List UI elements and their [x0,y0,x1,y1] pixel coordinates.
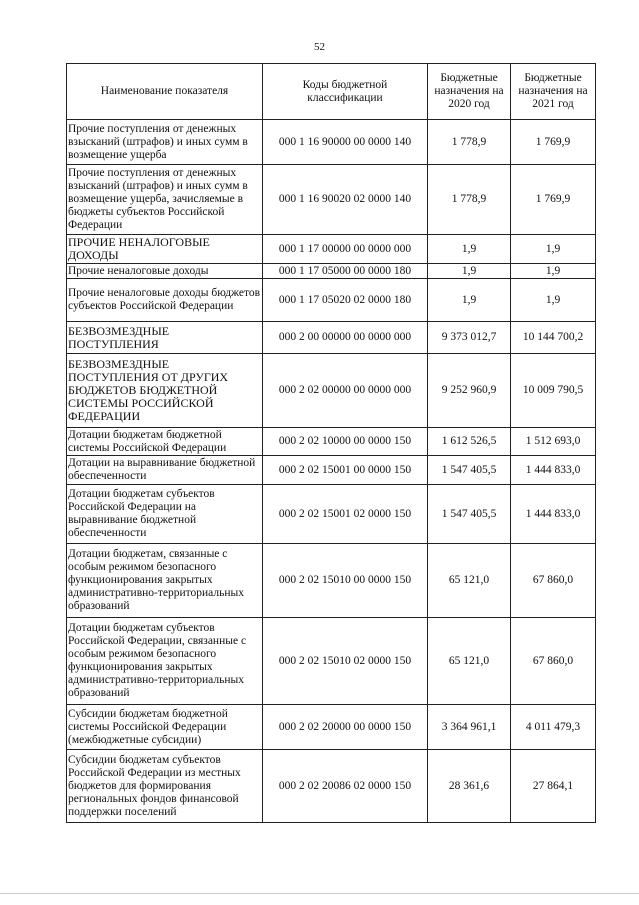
row-value-2020: 1 547 405,5 [428,456,511,485]
row-value-2020: 1,9 [428,264,511,279]
row-value-2021: 4 011 479,3 [511,705,596,750]
row-name: Дотации бюджетам субъектов Российской Федерации, связанные с особым режимом безопасного функционирования закрытых административно-территориальных образований [67,618,263,705]
row-code: 000 2 00 00000 00 0000 000 [263,322,428,354]
row-code: 000 1 17 05000 00 0000 180 [263,264,428,279]
table-row [67,750,596,823]
row-value-2020: 65 121,0 [428,618,511,705]
row-value-2020: 1 547 405,5 [428,485,511,544]
row-code: 000 1 17 00000 00 0000 000 [263,235,428,264]
row-value-2021: 10 144 700,2 [511,322,596,354]
row-value-2021: 1 769,9 [511,165,596,235]
row-name: Дотации бюджетам, связанные с особым режимом безопасного функционирования закрытых административно-территориальных образований [67,544,263,618]
row-name: Дотации на выравнивание бюджетной обеспеченности [67,456,263,485]
row-value-2021: 1 444 833,0 [511,456,596,485]
row-code: 000 2 02 15001 00 0000 150 [263,456,428,485]
header-2020: Бюджетные назначения на 2020 год [428,64,511,120]
row-value-2021: 1,9 [511,235,596,264]
row-code: 000 2 02 20000 00 0000 150 [263,705,428,750]
table-row [67,279,596,322]
table-row [67,456,596,485]
row-code: 000 2 02 15010 02 0000 150 [263,618,428,705]
header-2021: Бюджетные назначения на 2021 год [511,64,596,120]
row-value-2021: 1,9 [511,279,596,322]
row-name: Субсидии бюджетам бюджетной системы Российской Федерации (межбюджетные субсидии) [67,705,263,750]
row-name: БЕЗВОЗМЕЗДНЫЕ ПОСТУПЛЕНИЯ [67,322,263,354]
row-code: 000 1 16 90020 02 0000 140 [263,165,428,235]
row-value-2021: 1 512 693,0 [511,428,596,456]
header-code: Коды бюджетной классификации [263,64,428,120]
row-name: Дотации бюджетам бюджетной системы Российской Федерации [67,428,263,456]
row-value-2021: 1,9 [511,264,596,279]
row-value-2020: 1 778,9 [428,120,511,165]
row-value-2021: 1 769,9 [511,120,596,165]
row-code: 000 2 02 00000 00 0000 000 [263,354,428,428]
row-value-2020: 1 612 526,5 [428,428,511,456]
row-name: Дотации бюджетам субъектов Российской Федерации на выравнивание бюджетной обеспеченности [67,485,263,544]
table-row [67,322,596,354]
row-value-2020: 9 373 012,7 [428,322,511,354]
table-row [67,235,596,264]
row-value-2020: 3 364 961,1 [428,705,511,750]
row-name: Прочие неналоговые доходы бюджетов субъектов Российской Федерации [67,279,263,322]
row-code: 000 2 02 15010 00 0000 150 [263,544,428,618]
row-value-2021: 27 864,1 [511,750,596,823]
row-code: 000 2 02 10000 00 0000 150 [263,428,428,456]
row-name: БЕЗВОЗМЕЗДНЫЕ ПОСТУПЛЕНИЯ ОТ ДРУГИХ БЮДЖЕТОВ БЮДЖЕТНОЙ СИСТЕМЫ РОССИЙСКОЙ ФЕДЕРАЦИИ [67,354,263,428]
budget-table [66,63,596,823]
table-row [67,264,596,279]
row-name: Прочие поступления от денежных взысканий (штрафов) и иных сумм в возмещение ущерба [67,120,263,165]
scan-edge-rule [0,893,639,894]
row-code: 000 1 16 90000 00 0000 140 [263,120,428,165]
row-name: ПРОЧИЕ НЕНАЛОГОВЫЕ ДОХОДЫ [67,235,263,264]
row-value-2020: 65 121,0 [428,544,511,618]
row-value-2020: 1,9 [428,235,511,264]
table-row [67,544,596,618]
table-header-row [67,64,596,120]
row-code: 000 1 17 05020 02 0000 180 [263,279,428,322]
page-number: 52 [314,41,325,53]
header-name: Наименование показателя [67,64,263,120]
table-row [67,705,596,750]
row-value-2021: 1 444 833,0 [511,485,596,544]
row-value-2020: 1,9 [428,279,511,322]
row-name: Субсидии бюджетам субъектов Российской Федерации из местных бюджетов для формирования региональных фондов финансовой поддержки поселений [67,750,263,823]
row-value-2021: 67 860,0 [511,618,596,705]
row-code: 000 2 02 15001 02 0000 150 [263,485,428,544]
table-row [67,618,596,705]
row-name: Прочие поступления от денежных взысканий (штрафов) и иных сумм в возмещение ущерба, зачисляемые в бюджеты субъектов Российской Федерации [67,165,263,235]
table-row [67,165,596,235]
row-value-2020: 9 252 960,9 [428,354,511,428]
table-row [67,354,596,428]
row-value-2021: 10 009 790,5 [511,354,596,428]
row-code: 000 2 02 20086 02 0000 150 [263,750,428,823]
table-row [67,485,596,544]
table-row [67,428,596,456]
row-name: Прочие неналоговые доходы [67,264,263,279]
row-value-2020: 1 778,9 [428,165,511,235]
row-value-2020: 28 361,6 [428,750,511,823]
row-value-2021: 67 860,0 [511,544,596,618]
table-row [67,120,596,165]
